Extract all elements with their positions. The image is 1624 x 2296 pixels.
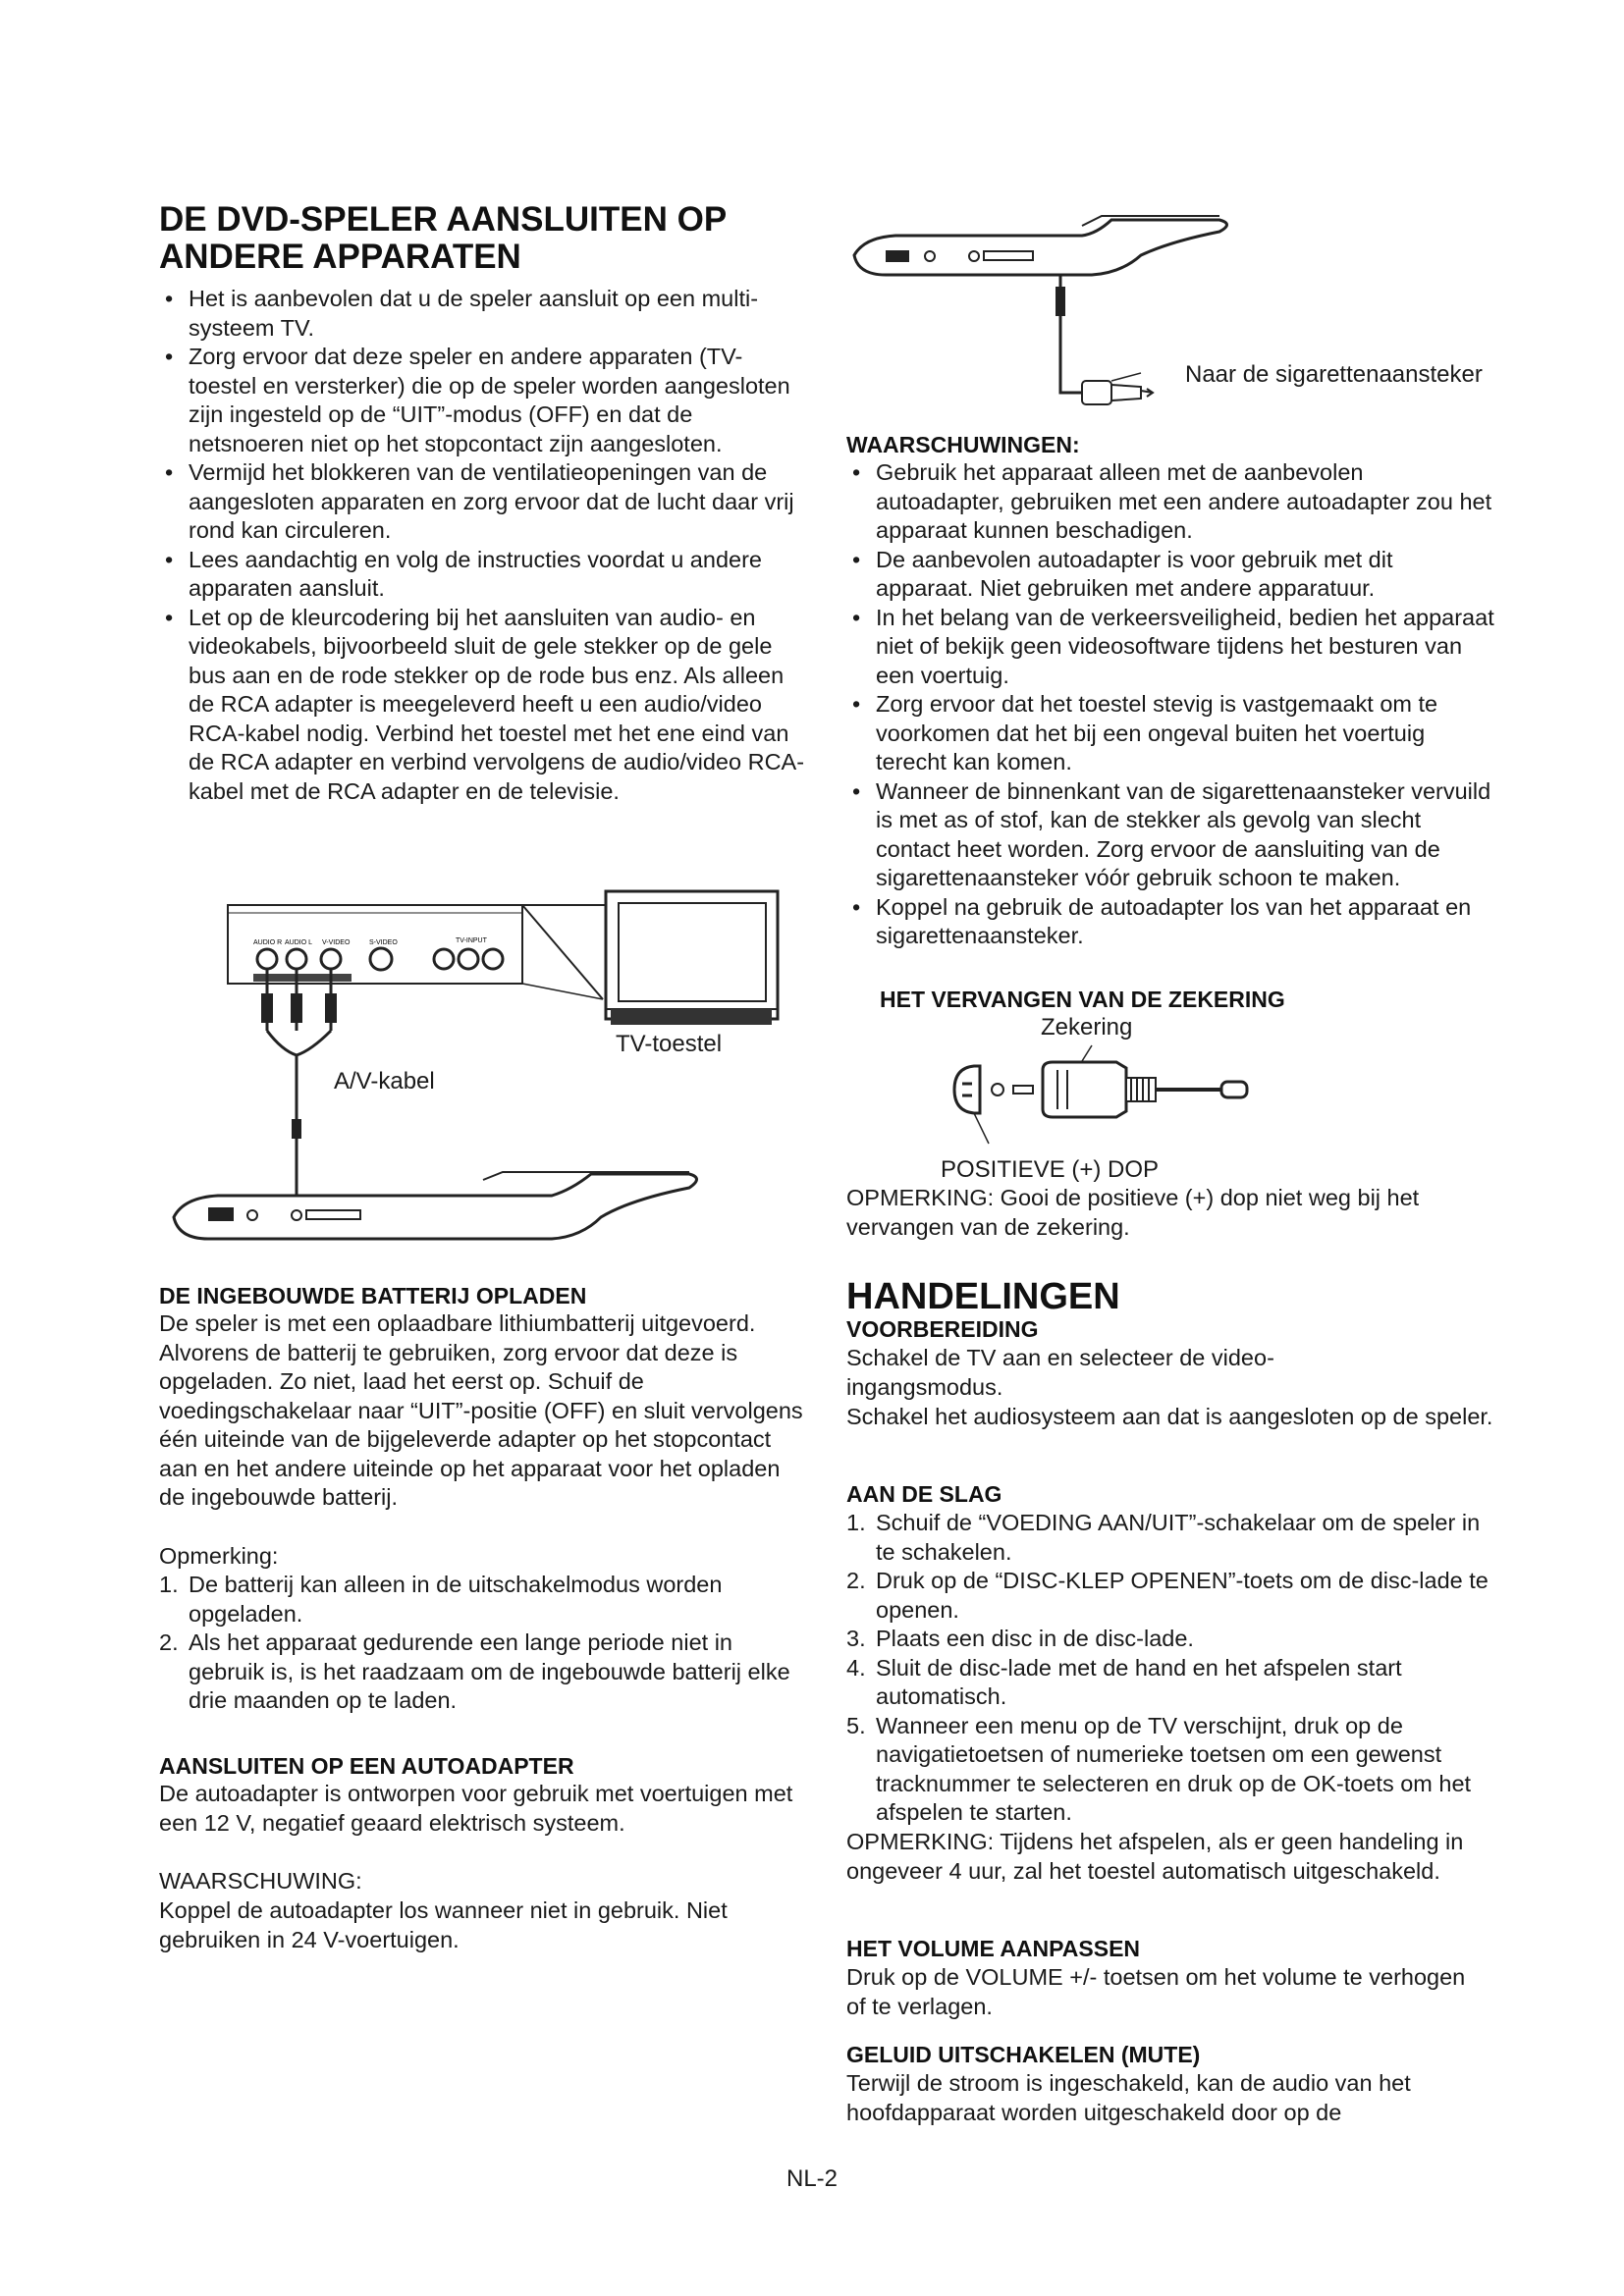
car-adapter-paragraph: De autoadapter is ontworpen voor gebruik met voertuigen met een 12 V, negatief geaard elektrisch systeem. — [159, 1781, 793, 1836]
av-diagram-illustration — [159, 883, 807, 1266]
car-adapter-diagram — [846, 206, 1494, 427]
cigarette-plug — [1082, 381, 1111, 404]
jack-audio-l — [287, 949, 306, 969]
fuse-illustration — [945, 1041, 1259, 1148]
voorbereiding-heading: VOORBEREIDING — [846, 1316, 1039, 1342]
volume-heading: HET VOLUME AANPASSEN — [846, 1936, 1141, 1961]
jack-tv-3 — [483, 949, 503, 969]
battery-notes — [159, 1571, 807, 1716]
battery-heading: DE INGEBOUWDE BATTERIJ OPLADEN — [159, 1283, 587, 1308]
warning-item: • Zorg ervoor dat het toestel stevig is vastgemaakt om te voorkomen dat het bij een ongeval buiten het voertuig terecht kan komen. — [846, 690, 1494, 777]
step-item: 4. Sluit de disc-lade met de hand en het afspelen start automatisch. — [846, 1654, 1402, 1709]
section-title-line1: DE DVD-SPELER AANSLUITEN OP — [159, 200, 728, 239]
step-item: 2. Druk op de “DISC-KLEP OPENEN”-toets om de disc-lade te openen. — [846, 1568, 1489, 1623]
fuse-element — [1013, 1086, 1033, 1094]
bullet-item: • Lees aandachtig en volg de instructies voordat u andere apparaten aansluit. — [159, 546, 807, 604]
bullet-item: • Vermijd het blokkeren van de ventilatieopeningen van de aangesloten apparaten en zorg ervoor dat de lucht daar vrij rond kan circuleren. — [159, 458, 807, 546]
bullet-item: • Het is aanbevolen dat u de speler aansluit op een multi-systeem TV. — [159, 285, 807, 343]
dvd-player — [174, 1174, 697, 1239]
bullet-item: • Zorg ervoor dat deze speler en andere apparaten (TV-toestel en versterker) die op de speler worden aangesloten zijn ingesteld op de “UIT”-modus (OFF) en dat de netsnoeren niet op het stopcontact zijn aangesloten. — [159, 343, 807, 458]
plug-body — [1043, 1062, 1126, 1117]
panel-label-audio-r: AUDIO R — [253, 939, 283, 946]
warning-item: • De aanbevolen autoadapter is voor gebruik met dit apparaat. Niet gebruiken met andere apparatuur. — [846, 546, 1494, 604]
fuse-diagram — [945, 1041, 1259, 1148]
aan-de-slag-steps — [846, 1509, 1494, 1828]
fuse-label: Zekering — [1041, 1014, 1133, 1041]
handelingen-title: HANDELINGEN — [846, 1276, 1120, 1317]
voorbereiding-paragraph-1: Schakel de TV aan en selecteer de video-ingangsmodus. — [846, 1345, 1274, 1400]
car-adapter-illustration — [846, 206, 1494, 427]
warning-item: • Gebruik het apparaat alleen met de aanbevolen autoadapter, gebruiken met een andere autoadapter zou het apparaat kunnen beschadigen. — [846, 458, 1494, 546]
battery-note-label: Opmerking: — [159, 1543, 279, 1569]
section-title — [159, 201, 827, 276]
section-title-line2: ANDERE APPARATEN — [159, 238, 521, 276]
av-connection-diagram — [159, 883, 807, 1266]
panel-label-v-video: V-VIDEO — [322, 939, 351, 946]
warning-item: • Wanneer de binnenkant van de sigarettenaansteker vervuild is met as of stof, kan de stekker als gevolg van slecht contact heet worden. Zorg ervoor de aansluiting van de sigarettenaansteker vóór gebruik schoon te maken. — [846, 777, 1494, 893]
step-item: 3. Plaats een disc in de disc-lade. — [846, 1626, 1194, 1651]
car-adapter-warning-text: Koppel de autoadapter los wanneer niet in gebruik. Niet gebruiken in 24 V-voertuigen. — [159, 1897, 728, 1952]
fuse-note: OPMERKING: Gooi de positieve (+) dop niet weg bij het vervangen van de zekering. — [846, 1185, 1420, 1240]
warning-item: • In het belang van de verkeersveiligheid, bedien het apparaat niet of bekijk geen videosoftware tijdens het besturen van een voertuig. — [846, 604, 1494, 691]
positive-cap-label: POSITIEVE (+) DOP — [941, 1156, 1160, 1183]
warning-item: • Koppel na gebruik de autoadapter los van het apparaat en sigarettenaansteker. — [846, 893, 1494, 951]
note-item: 2. Als het apparaat gedurende een lange periode niet in gebruik is, is het raadzaam om de ingebouwde batterij elke drie maanden op te laden. — [159, 1629, 790, 1713]
warnings-bullets — [846, 458, 1494, 951]
panel-label-tv-input: TV-INPUT — [456, 937, 487, 944]
av-cable-label: A/V-kabel — [334, 1068, 435, 1095]
connection-bullets — [159, 285, 807, 806]
jack-s-video — [370, 948, 392, 970]
mute-heading: GELUID UITSCHAKELEN (MUTE) — [846, 2042, 1201, 2067]
battery-paragraph: De speler is met een oplaadbare lithiumbatterij uitgevoerd. Alvorens de batterij te gebruiken, zorg ervoor dat deze is opgeladen. Zo niet, laad het eerst op. Schuif de voedingschakelaar naar “UIT”-positie (OFF) en sluit vervolgens één uiteinde van de bijgeleverde adapter op het stopcontact aan en het andere uiteinde op het apparaat voor het opladen de ingebouwde batterij. — [159, 1310, 803, 1510]
steps-note: OPMERKING: Tijdens het afspelen, als er geen handeling in ongeveer 4 uur, zal het toestel automatisch uitgeschakeld. — [846, 1829, 1464, 1884]
mute-text: Terwijl de stroom is ingeschakeld, kan de audio van het hoofdapparaat worden uitgeschakeld door op de — [846, 2070, 1411, 2125]
voorbereiding-paragraph-2: Schakel het audiosysteem aan dat is aangesloten op de speler. — [846, 1404, 1493, 1429]
step-item: 1. Schuif de “VOEDING AAN/UIT”-schakelaar om de speler in te schakelen. — [846, 1510, 1481, 1565]
warnings-heading: WAARSCHUWINGEN: — [846, 432, 1080, 457]
tv-label: TV-toestel — [616, 1031, 723, 1057]
panel-label-audio-l: AUDIO L — [285, 939, 313, 946]
jack-tv-1 — [434, 949, 454, 969]
aan-de-slag-heading: AAN DE SLAG — [846, 1481, 1002, 1507]
positive-cap — [954, 1066, 980, 1113]
note-item: 1. De batterij kan alleen in de uitschakelmodus worden opgeladen. — [159, 1572, 723, 1627]
bullet-item: • Let op de kleurcodering bij het aansluiten van audio- en videokabels, bijvoorbeeld sluit de gele stekker op de gele bus aan en de rode stekker op de rode bus enz. Als alleen de RCA adapter is meegeleverd heeft u een audio/video RCA-kabel nodig. Verbind het toestel met het ene eind van de RCA adapter en verbind vervolgens de audio/video RCA-kabel met de RCA adapter en de televisie. — [159, 604, 807, 807]
panel-label-s-video: S-VIDEO — [369, 939, 398, 946]
volume-text: Druk op de VOLUME +/- toetsen om het volume te verhogen of te verlagen. — [846, 1964, 1466, 2019]
car-adapter-heading: AANSLUITEN OP EEN AUTOADAPTER — [159, 1753, 574, 1779]
car-adapter-warning-label: WAARSCHUWING: — [159, 1868, 362, 1894]
page-number: NL-2 — [785, 2165, 839, 2192]
dvd-player — [854, 220, 1227, 275]
step-item: 5. Wanneer een menu op de TV verschijnt, druk op de navigatietoetsen of numerieke toetsen om een gewenst tracknummer te selecteren en druk op de OK-toets om het afspelen te starten. — [846, 1712, 1472, 1825]
jack-audio-r — [257, 949, 277, 969]
jack-video — [321, 949, 341, 969]
jack-tv-2 — [459, 949, 478, 969]
car-adapter-label: Naar de sigarettenaansteker — [1185, 361, 1483, 388]
fuse-heading: HET VERVANGEN VAN DE ZEKERING — [880, 987, 1285, 1012]
tv-set — [606, 891, 778, 1019]
